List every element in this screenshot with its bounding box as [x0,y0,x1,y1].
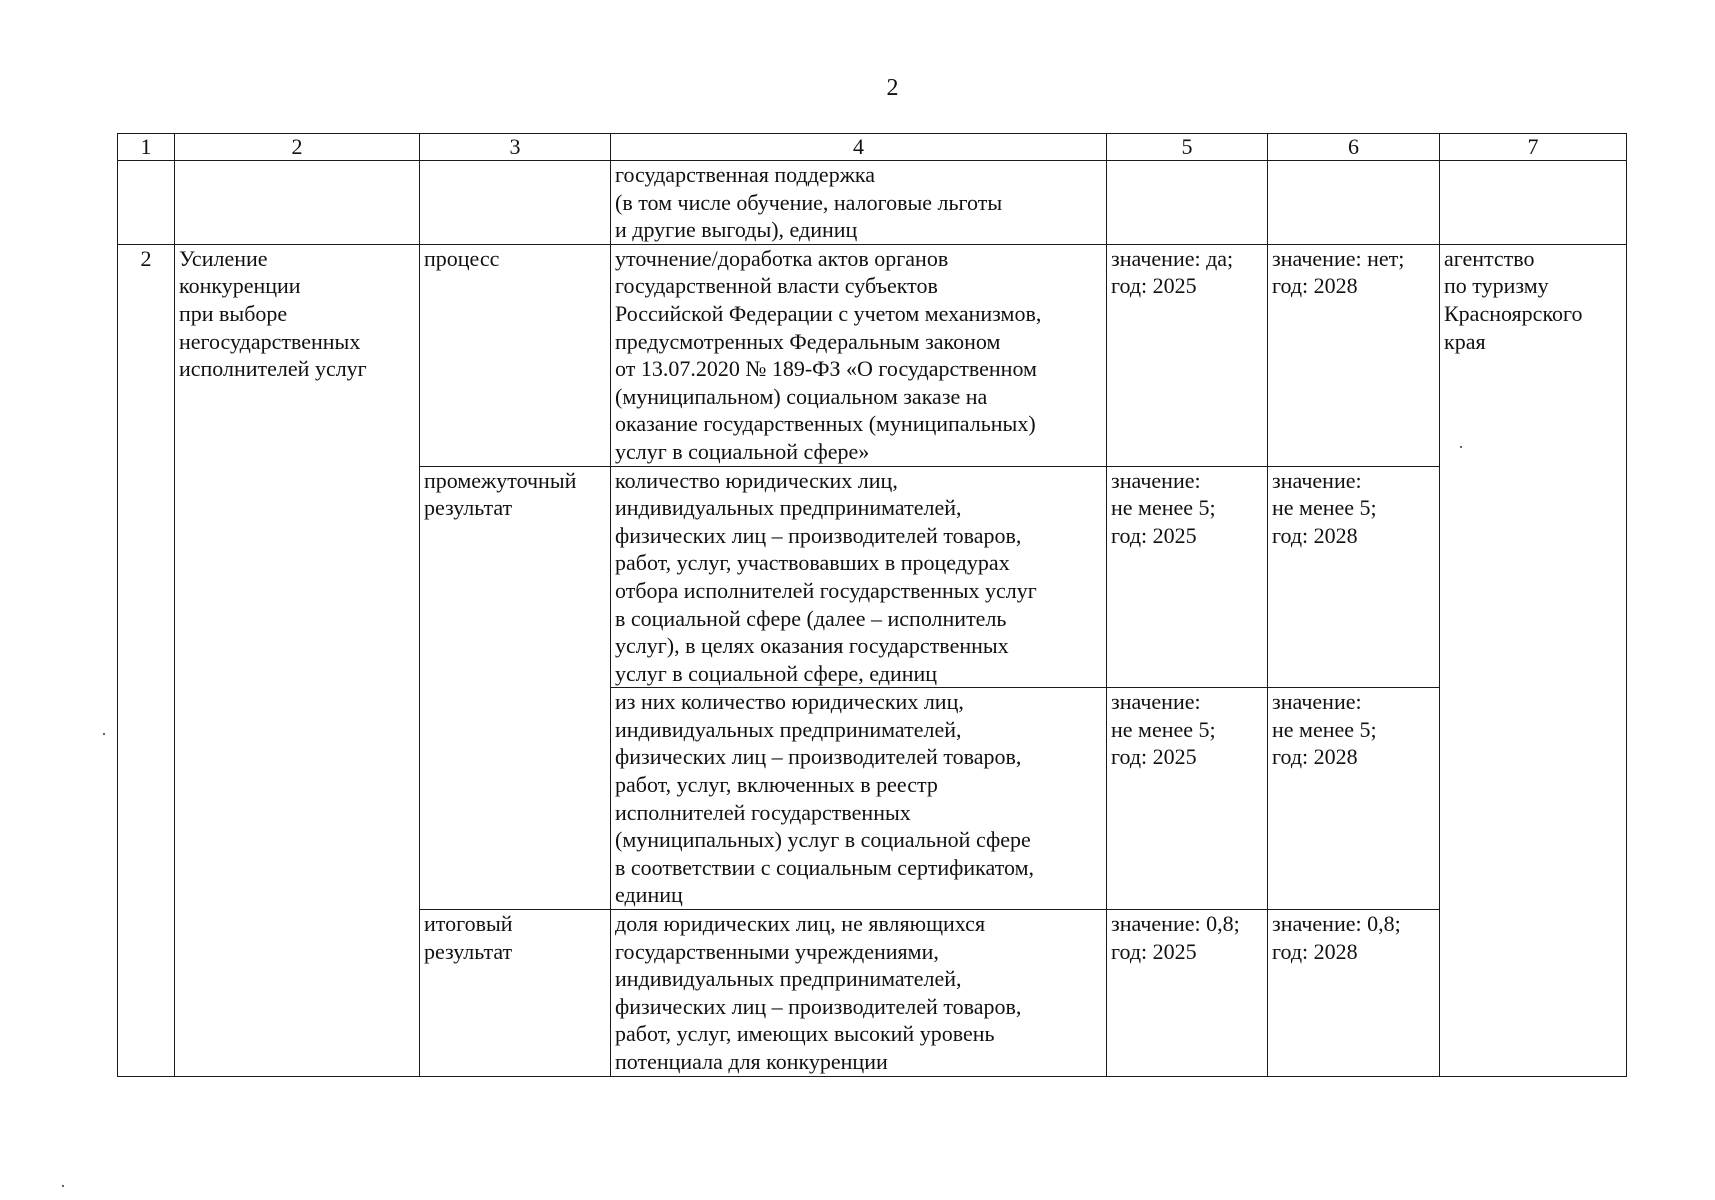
intermediate-target-1-cell: значение: не менее 5; год: 2028 [1268,466,1440,688]
continuation-target-cell [1268,161,1440,245]
intermediate-base-1-cell: значение: не менее 5; год: 2025 [1107,466,1268,688]
scan-speck [103,733,105,735]
intermediate-base-2-cell: значение: не менее 5; год: 2025 [1107,688,1268,910]
scan-speck [1460,446,1462,448]
final-indicator-cell: доля юридических лиц, не являющихся государственными учреждениями, индивидуальных предпринимателей, физических лиц – производителей товаров, работ, услуг, имеющих высокий уровень потенциала для конкуренции [611,910,1107,1077]
continuation-row [118,161,1627,245]
continuation-base-cell [1107,161,1268,245]
process-base-cell: значение: да; год: 2025 [1107,244,1268,466]
header-col-3: 3 [420,134,611,161]
process-target-cell: значение: нет; год: 2028 [1268,244,1440,466]
intermediate-target-2-cell: значение: не менее 5; год: 2028 [1268,688,1440,910]
final-target-cell: значение: 0,8; год: 2028 [1268,910,1440,1077]
responsible-cell: агентство по туризму Красноярского края [1440,244,1627,1076]
intermediate-indicator-2-cell: из них количество юридических лиц, индивидуальных предпринимателей, физических лиц – производителей товаров, работ, услуг, включенных в реестр исполнителей государственных (муниципальных) услуг в социальной сфере в соответствии с социальным сертификатом, единиц [611,688,1107,910]
header-row [118,134,1627,161]
task-cell: Усиление конкуренции при выборе негосударственных исполнителей услуг [175,244,420,1076]
continuation-indicator-cell: государственная поддержка (в том числе обучение, налоговые льготы и другие выгоды), единиц [611,161,1107,245]
final-type-cell: итоговый результат [420,910,611,1077]
header-col-5: 5 [1107,134,1268,161]
intermediate-indicator-1-cell: количество юридических лиц, индивидуальных предпринимателей, физических лиц – производителей товаров, работ, услуг, участвовавших в процедурах отбора исполнителей государственных услуг в социальной сфере (далее – исполнитель услуг), в целях оказания государственных услуг в социальной сфере, единиц [611,466,1107,688]
header-col-6: 6 [1268,134,1440,161]
process-row [118,244,1627,466]
continuation-responsible-cell [1440,161,1627,245]
scan-speck [62,1185,64,1187]
row-number-cell: 2 [118,244,175,1076]
intermediate-type-cell: промежуточный результат [420,466,611,910]
header-col-1: 1 [118,134,175,161]
header-col-2: 2 [175,134,420,161]
continuation-number-cell [118,161,175,245]
process-indicator-cell: уточнение/доработка актов органов государственной власти субъектов Российской Федерации с учетом механизмов, предусмотренных Федеральным законом от 13.07.2020 № 189-ФЗ «О государственном (муниципальном) социальном заказе на оказание государственных (муниципальных) услуг в социальной сфере» [611,244,1107,466]
continuation-type-cell [420,161,611,245]
header-col-4: 4 [611,134,1107,161]
process-type-cell: процесс [420,244,611,466]
header-col-7: 7 [1440,134,1627,161]
continuation-task-cell [175,161,420,245]
final-base-cell: значение: 0,8; год: 2025 [1107,910,1268,1077]
page-number: 2 [886,75,899,101]
indicators-table [117,133,1627,1077]
